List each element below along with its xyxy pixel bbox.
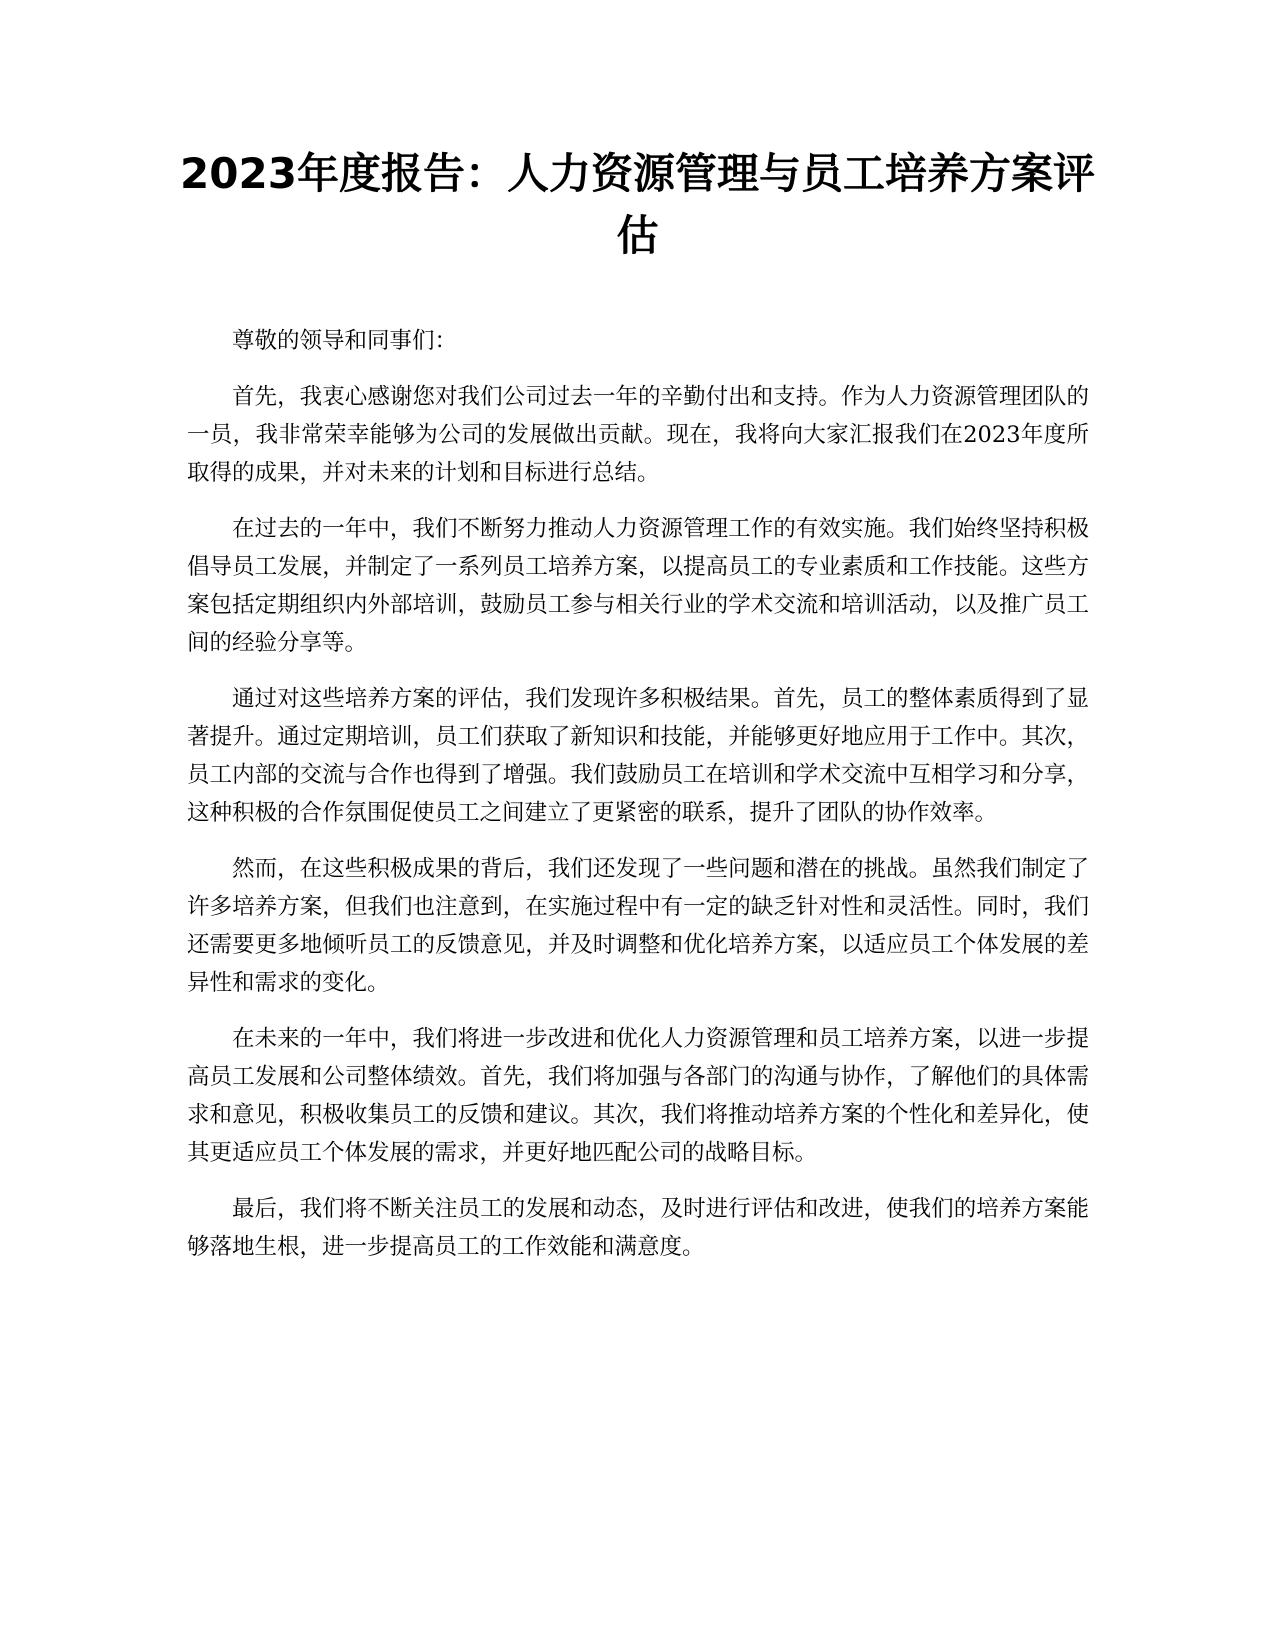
paragraph: 通过对这些培养方案的评估，我们发现许多积极结果。首先，员工的整体素质得到了显著提升。通过定期培训，员工们获取了新知识和技能，并能够更好地应用于工作中。其次，员工内部的交流与合作也得到了增强。我们鼓励员工在培训和学术交流中互相学习和分享，这种积极的合作氛围促使员工之间建立了更紧密的联系，提升了团队的协作效率。: [187, 686, 1089, 826]
paragraph: 在未来的一年中，我们将进一步改进和优化人力资源管理和员工培养方案，以进一步提高员工发展和公司整体绩效。首先，我们将加强与各部门的沟通与协作，了解他们的具体需求和意见，积极收集员工的反馈和建议。其次，我们将推动培养方案的个性化和差异化，使其更适应员工个体发展的需求，并更好地匹配公司的战略目标。: [187, 1026, 1089, 1166]
paragraph: 然而，在这些积极成果的背后，我们还发现了一些问题和潜在的挑战。虽然我们制定了许多培养方案，但我们也注意到，在实施过程中有一定的缺乏针对性和灵活性。同时，我们还需要更多地倾听员工的反馈意见，并及时调整和优化培养方案，以适应员工个体发展的差异性和需求的变化。: [187, 856, 1089, 996]
salutation: 尊敬的领导和同事们：: [232, 328, 458, 354]
paragraph: 首先，我衷心感谢您对我们公司过去一年的辛勤付出和支持。作为人力资源管理团队的一员，我非常荣幸能够为公司的发展做出贡献。现在，我将向大家汇报我们在2023年度所取得的成果，并对未来的计划和目标进行总结。: [187, 384, 1089, 486]
document-body: [187, 322, 1089, 1284]
paragraph: 在过去的一年中，我们不断努力推动人力资源管理工作的有效实施。我们始终坚持积极倡导员工发展，并制定了一系列员工培养方案，以提高员工的专业素质和工作技能。这些方案包括定期组织内外部培训，鼓励员工参与相关行业的学术交流和培训活动，以及推广员工间的经验分享等。: [187, 516, 1089, 656]
paragraph: 最后，我们将不断关注员工的发展和动态，及时进行评估和改进，使我们的培养方案能够落地生根，进一步提高员工的工作效能和满意度。: [187, 1196, 1089, 1260]
document-title: 2023年度报告：人力资源管理与员工培养方案评估: [180, 149, 1095, 260]
